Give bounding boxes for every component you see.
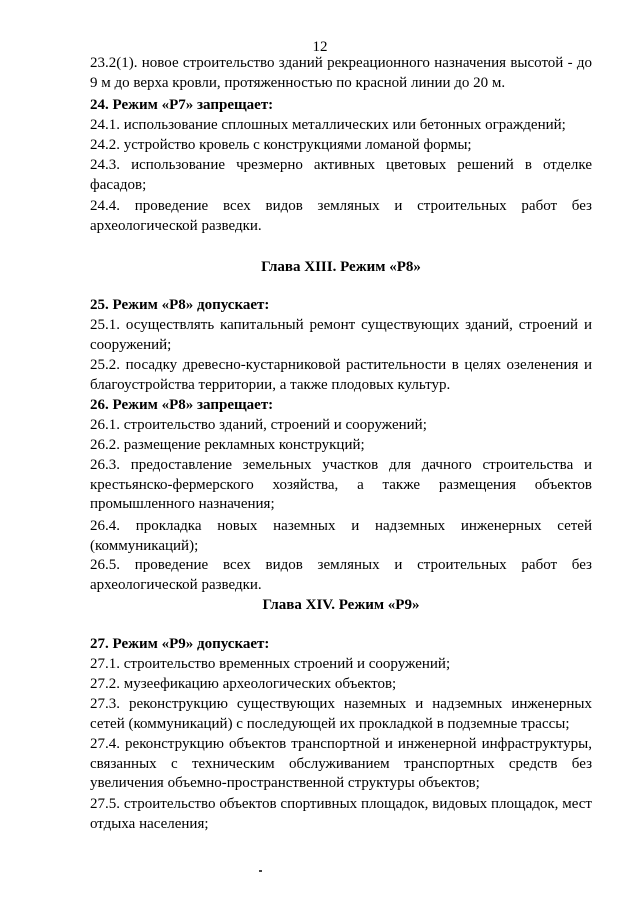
section-27-heading: 27. Режим «Р9» допускает: <box>90 636 270 652</box>
paragraph-26-1: 26.1. строительство зданий, строений и сооружений; <box>90 417 427 433</box>
paragraph-26-3-line-1: 26.3. предоставление земельных участков для дачного строительства и <box>90 457 592 473</box>
chapter-xiii-heading: Глава XIII. Режим «Р8» <box>261 259 421 275</box>
paragraph-26-5 <box>90 556 592 595</box>
paragraph-26-4-line-2: (коммуникаций); <box>90 537 199 554</box>
paragraph-27-3: 27.3. реконструкцию существующих наземных и надземных инженерных сетей (коммуникаций) с последующей их прокладкой в подземные трассы; <box>90 696 592 732</box>
paragraph-27-1: 27.1. строительство временных строений и сооружений; <box>90 656 451 672</box>
paragraph-24-2: 24.2. устройство кровель с конструкциями ломаной формы; <box>90 137 472 153</box>
paragraph-24-3 <box>90 156 592 195</box>
paragraph-27-2: 27.2. музеефикацию археологических объектов; <box>90 676 397 692</box>
paragraph-27-4-line-3: увеличения объемно-пространственной структуры объектов; <box>90 775 480 791</box>
paragraph-24-4-line-1: 24.4. проведение всех видов земляных и строительных работ без <box>90 198 592 214</box>
paragraph-27-5: 27.5. строительство объектов спортивных площадок, видовых площадок, мест отдыха населения; <box>90 796 592 832</box>
paragraph-23-2-1: 23.2(1). новое строительство зданий рекреационного назначения высотой - до 9 м до верха кровли, протяженностью по красной линии до 20 м. <box>90 55 592 91</box>
scan-speck <box>259 870 262 872</box>
paragraph-26-3 <box>90 456 592 515</box>
section-26-heading: 26. Режим «Р8» запрещает: <box>90 397 274 413</box>
section-25-heading: 25. Режим «Р8» допускает: <box>90 297 270 313</box>
page-number: 12 <box>312 39 328 55</box>
paragraph-26-3-line-3: промышленного назначения; <box>90 496 275 512</box>
paragraph-25-2: 25.2. посадку древесно-кустарниковой растительности в целях озеленения и благоустройства территории, а также плодовых культур. <box>90 357 592 393</box>
paragraph-27-4 <box>90 735 592 794</box>
paragraph-24-4-line-2: археологической разведки. <box>90 217 262 234</box>
paragraph-26-5-line-1: 26.5. проведение всех видов земляных и строительных работ без <box>90 557 592 573</box>
paragraph-24-3-line-1: 24.3. использование чрезмерно активных цветовых решений в отделке <box>90 157 592 173</box>
paragraph-26-2: 26.2. размещение рекламных конструкций; <box>90 437 365 453</box>
paragraph-26-3-line-2: крестьянско-фермерского хозяйства, а также размещения объектов <box>90 476 592 493</box>
paragraph-27-4-line-1: 27.4. реконструкцию объектов транспортной и инженерной инфраструктуры, <box>90 736 592 752</box>
paragraph-24-1: 24.1. использование сплошных металлических или бетонных ограждений; <box>90 117 566 133</box>
chapter-xiv-heading: Глава XIV. Режим «Р9» <box>262 597 420 613</box>
paragraph-26-5-line-2: археологической разведки. <box>90 576 262 593</box>
paragraph-24-3-line-2: фасадов; <box>90 176 147 193</box>
paragraph-25-1: 25.1. осуществлять капитальный ремонт существующих зданий, строений и сооружений; <box>90 317 592 353</box>
section-24-heading: 24. Режим «Р7» запрещает: <box>90 97 274 113</box>
paragraph-24-4 <box>90 197 592 236</box>
paragraph-27-4-line-2: связанных с техническим обслуживанием транспортных средств без <box>90 755 592 772</box>
paragraph-26-4 <box>90 517 592 556</box>
paragraph-26-4-line-1: 26.4. прокладка новых наземных и надземных инженерных сетей <box>90 518 592 534</box>
